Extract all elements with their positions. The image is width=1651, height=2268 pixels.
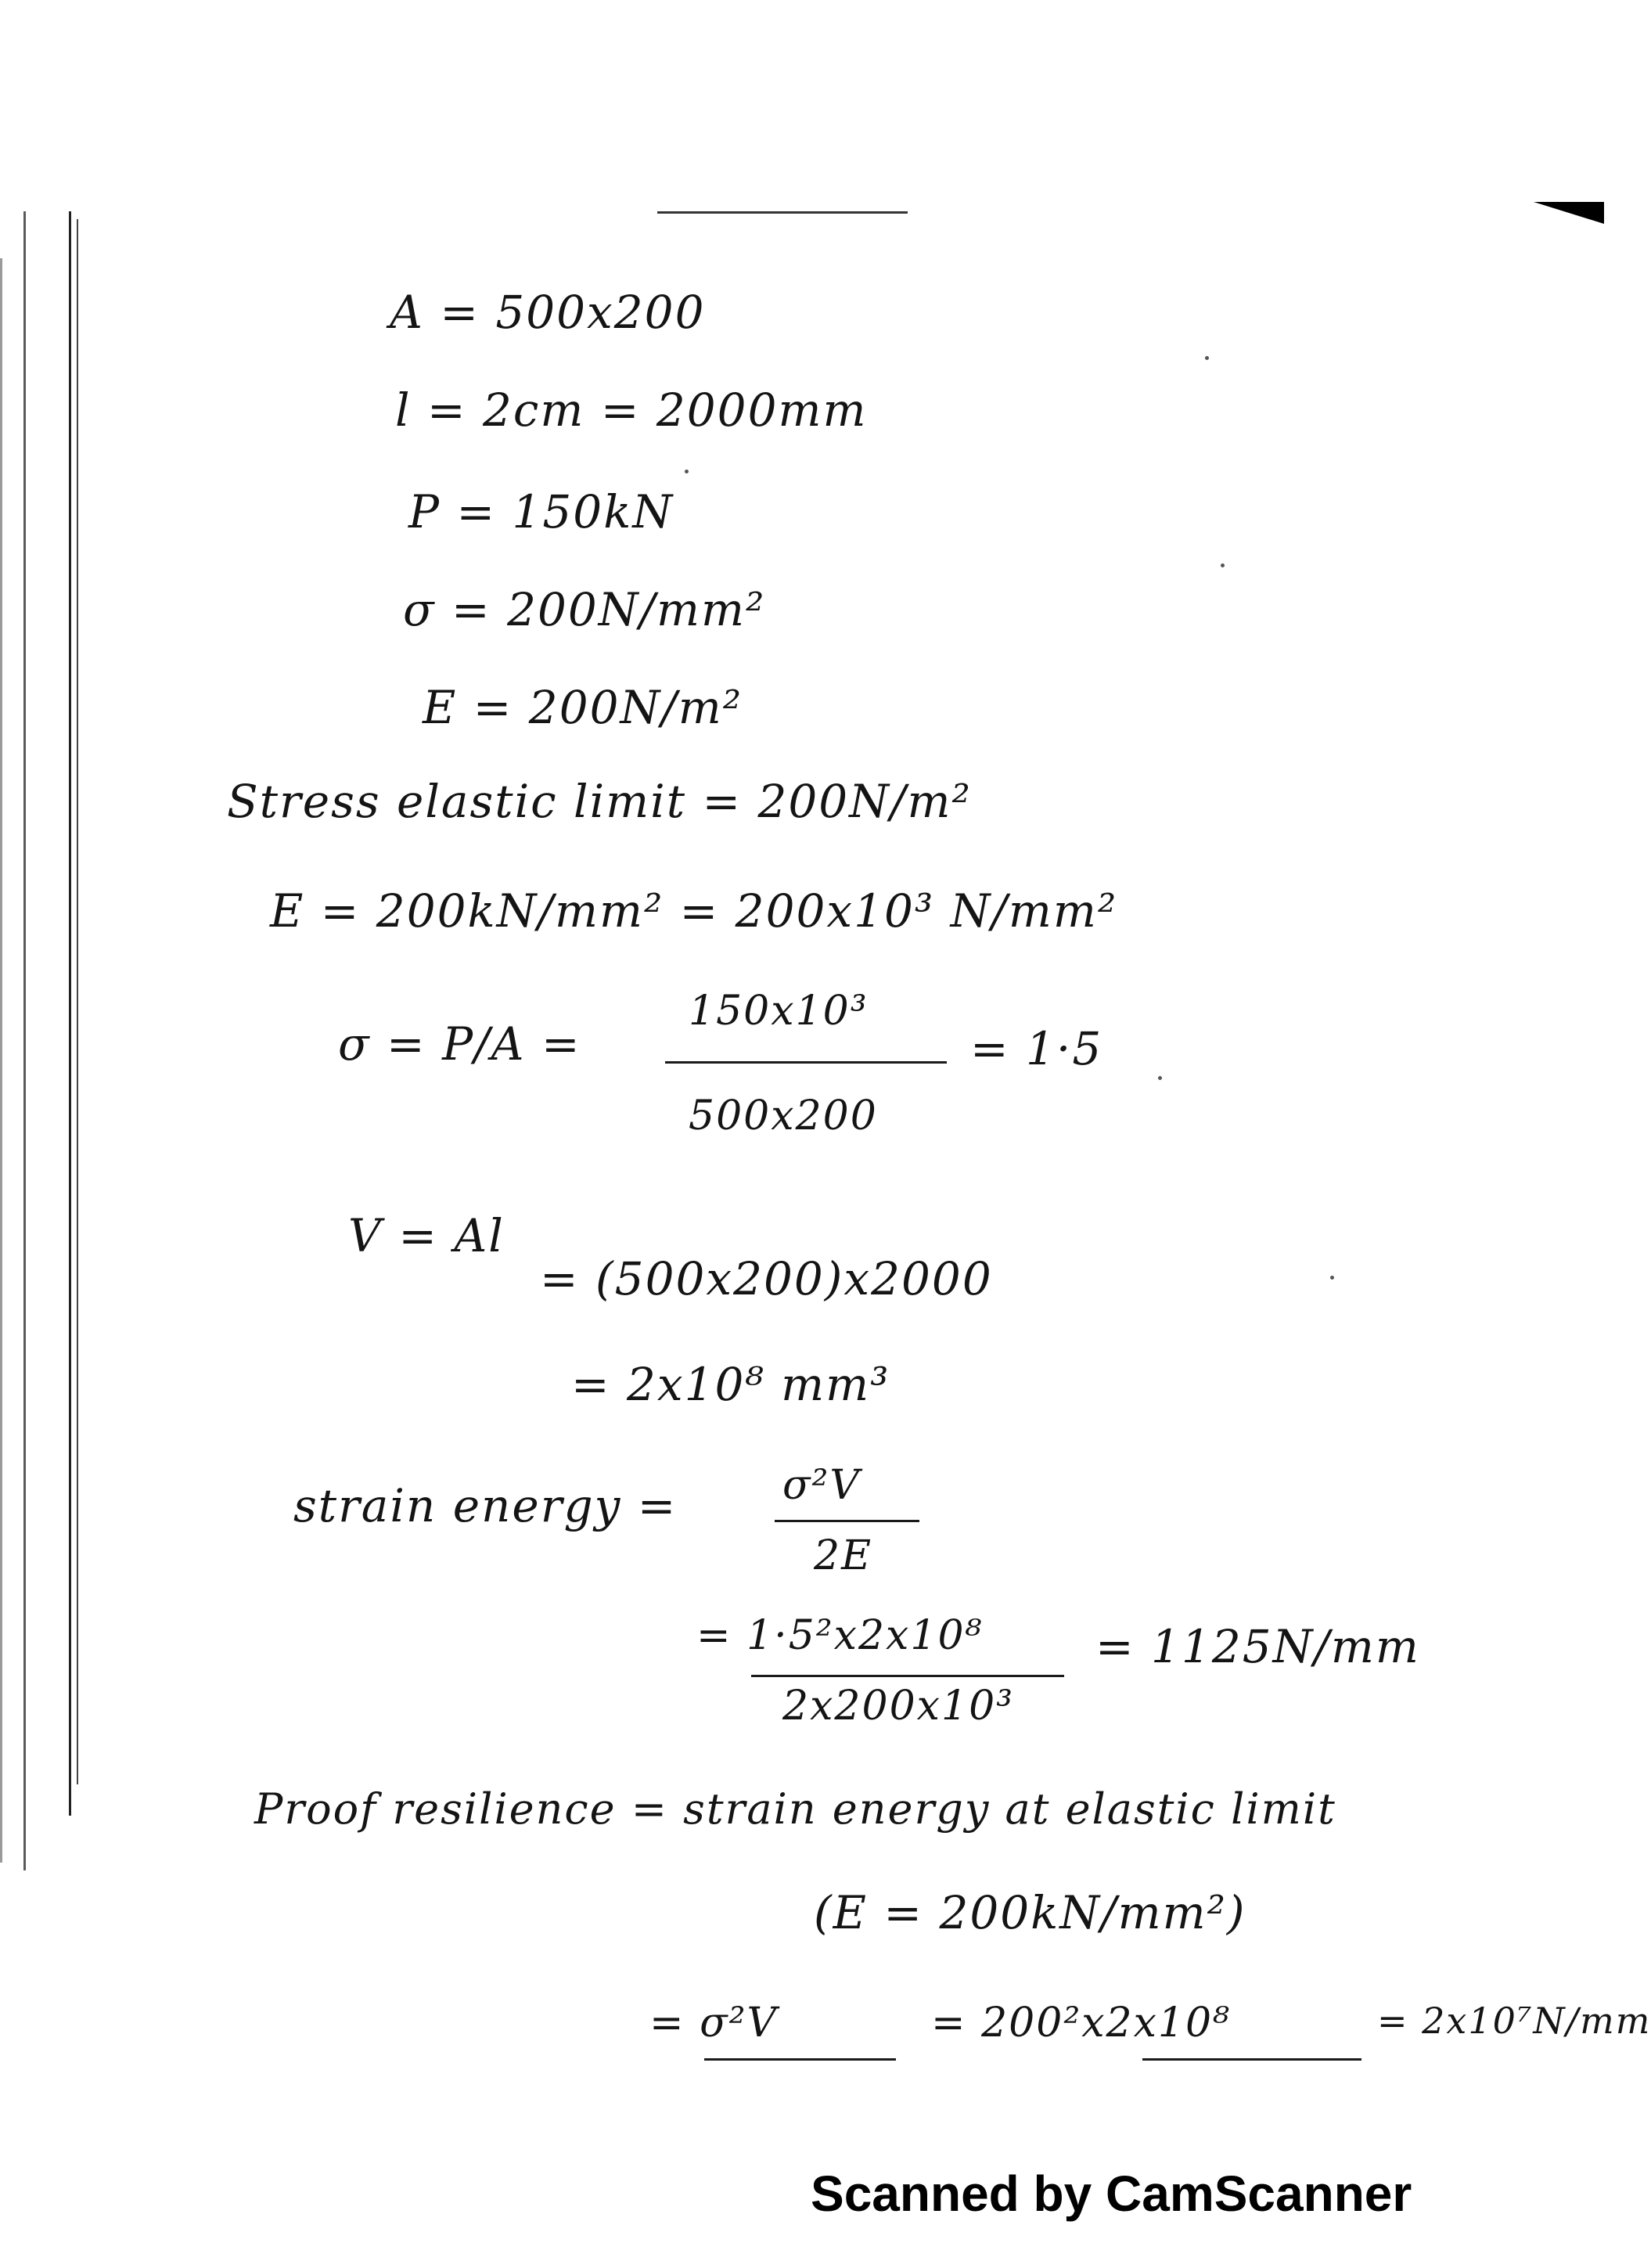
page-top-edge	[657, 211, 908, 214]
camscanner-watermark: Scanned by CamScanner	[811, 2165, 1412, 2222]
strain-energy-label: strain energy =	[293, 1479, 678, 1532]
volume-substitution: = (500x200)x2000	[540, 1252, 993, 1305]
proof-resilience-mid: = 200²x2x10⁸	[931, 2000, 1231, 2047]
page-edge-shadow	[0, 258, 2, 1863]
fraction-bar	[775, 1520, 919, 1522]
proof-resilience-modulus: (E = 200kN/mm²)	[814, 1886, 1246, 1939]
page-edge-line	[77, 219, 78, 1784]
proof-resilience-lhs: = σ²V	[649, 2000, 778, 2047]
given-modulus: E = 200N/m²	[423, 681, 743, 734]
stress-numerator: 150x10³	[689, 988, 869, 1035]
strain-energy-result: = 1125N/mm	[1095, 1620, 1420, 1673]
stress-elastic-limit: Stress elastic limit = 200N/m²	[227, 775, 972, 828]
scan-speck	[1221, 563, 1225, 567]
volume-result: = 2x10⁸ mm³	[571, 1358, 890, 1411]
volume-formula: V = Al	[348, 1209, 505, 1262]
stress-result: = 1·5	[970, 1022, 1103, 1075]
scan-speck	[1158, 1076, 1162, 1080]
scan-speck	[1330, 1276, 1334, 1280]
fraction-bar	[665, 1061, 947, 1064]
scan-speck	[685, 470, 689, 473]
stress-formula: σ = P/A =	[338, 1017, 581, 1071]
corner-mark	[1534, 202, 1604, 224]
scan-speck	[1205, 356, 1209, 360]
fraction-bar	[1142, 2058, 1361, 2061]
given-area: A = 500x200	[390, 286, 706, 339]
given-load: P = 150kN	[408, 485, 674, 538]
given-length: l = 2cm = 2000mm	[395, 383, 868, 437]
strain-energy-sub-numerator: = 1·5²x2x10⁸	[696, 1612, 984, 1659]
strain-energy-denominator: 2E	[814, 1532, 873, 1579]
proof-resilience-definition: Proof resilience = strain energy at elastic limit	[254, 1784, 1336, 1834]
fraction-bar	[704, 2058, 896, 2061]
stress-denominator: 500x200	[689, 1093, 878, 1139]
fraction-bar	[751, 1675, 1064, 1677]
page-edge-line	[69, 211, 71, 1816]
given-stress: σ = 200N/mm²	[403, 583, 766, 636]
modulus-conversion: E = 200kN/mm² = 200x10³ N/mm²	[270, 884, 1118, 938]
proof-resilience-result: = 2x10⁷N/mm	[1377, 2000, 1651, 2042]
strain-energy-numerator: σ²V	[782, 1462, 861, 1509]
page-edge-line	[23, 211, 26, 1870]
strain-energy-sub-denominator: 2x200x10³	[782, 1683, 1015, 1730]
